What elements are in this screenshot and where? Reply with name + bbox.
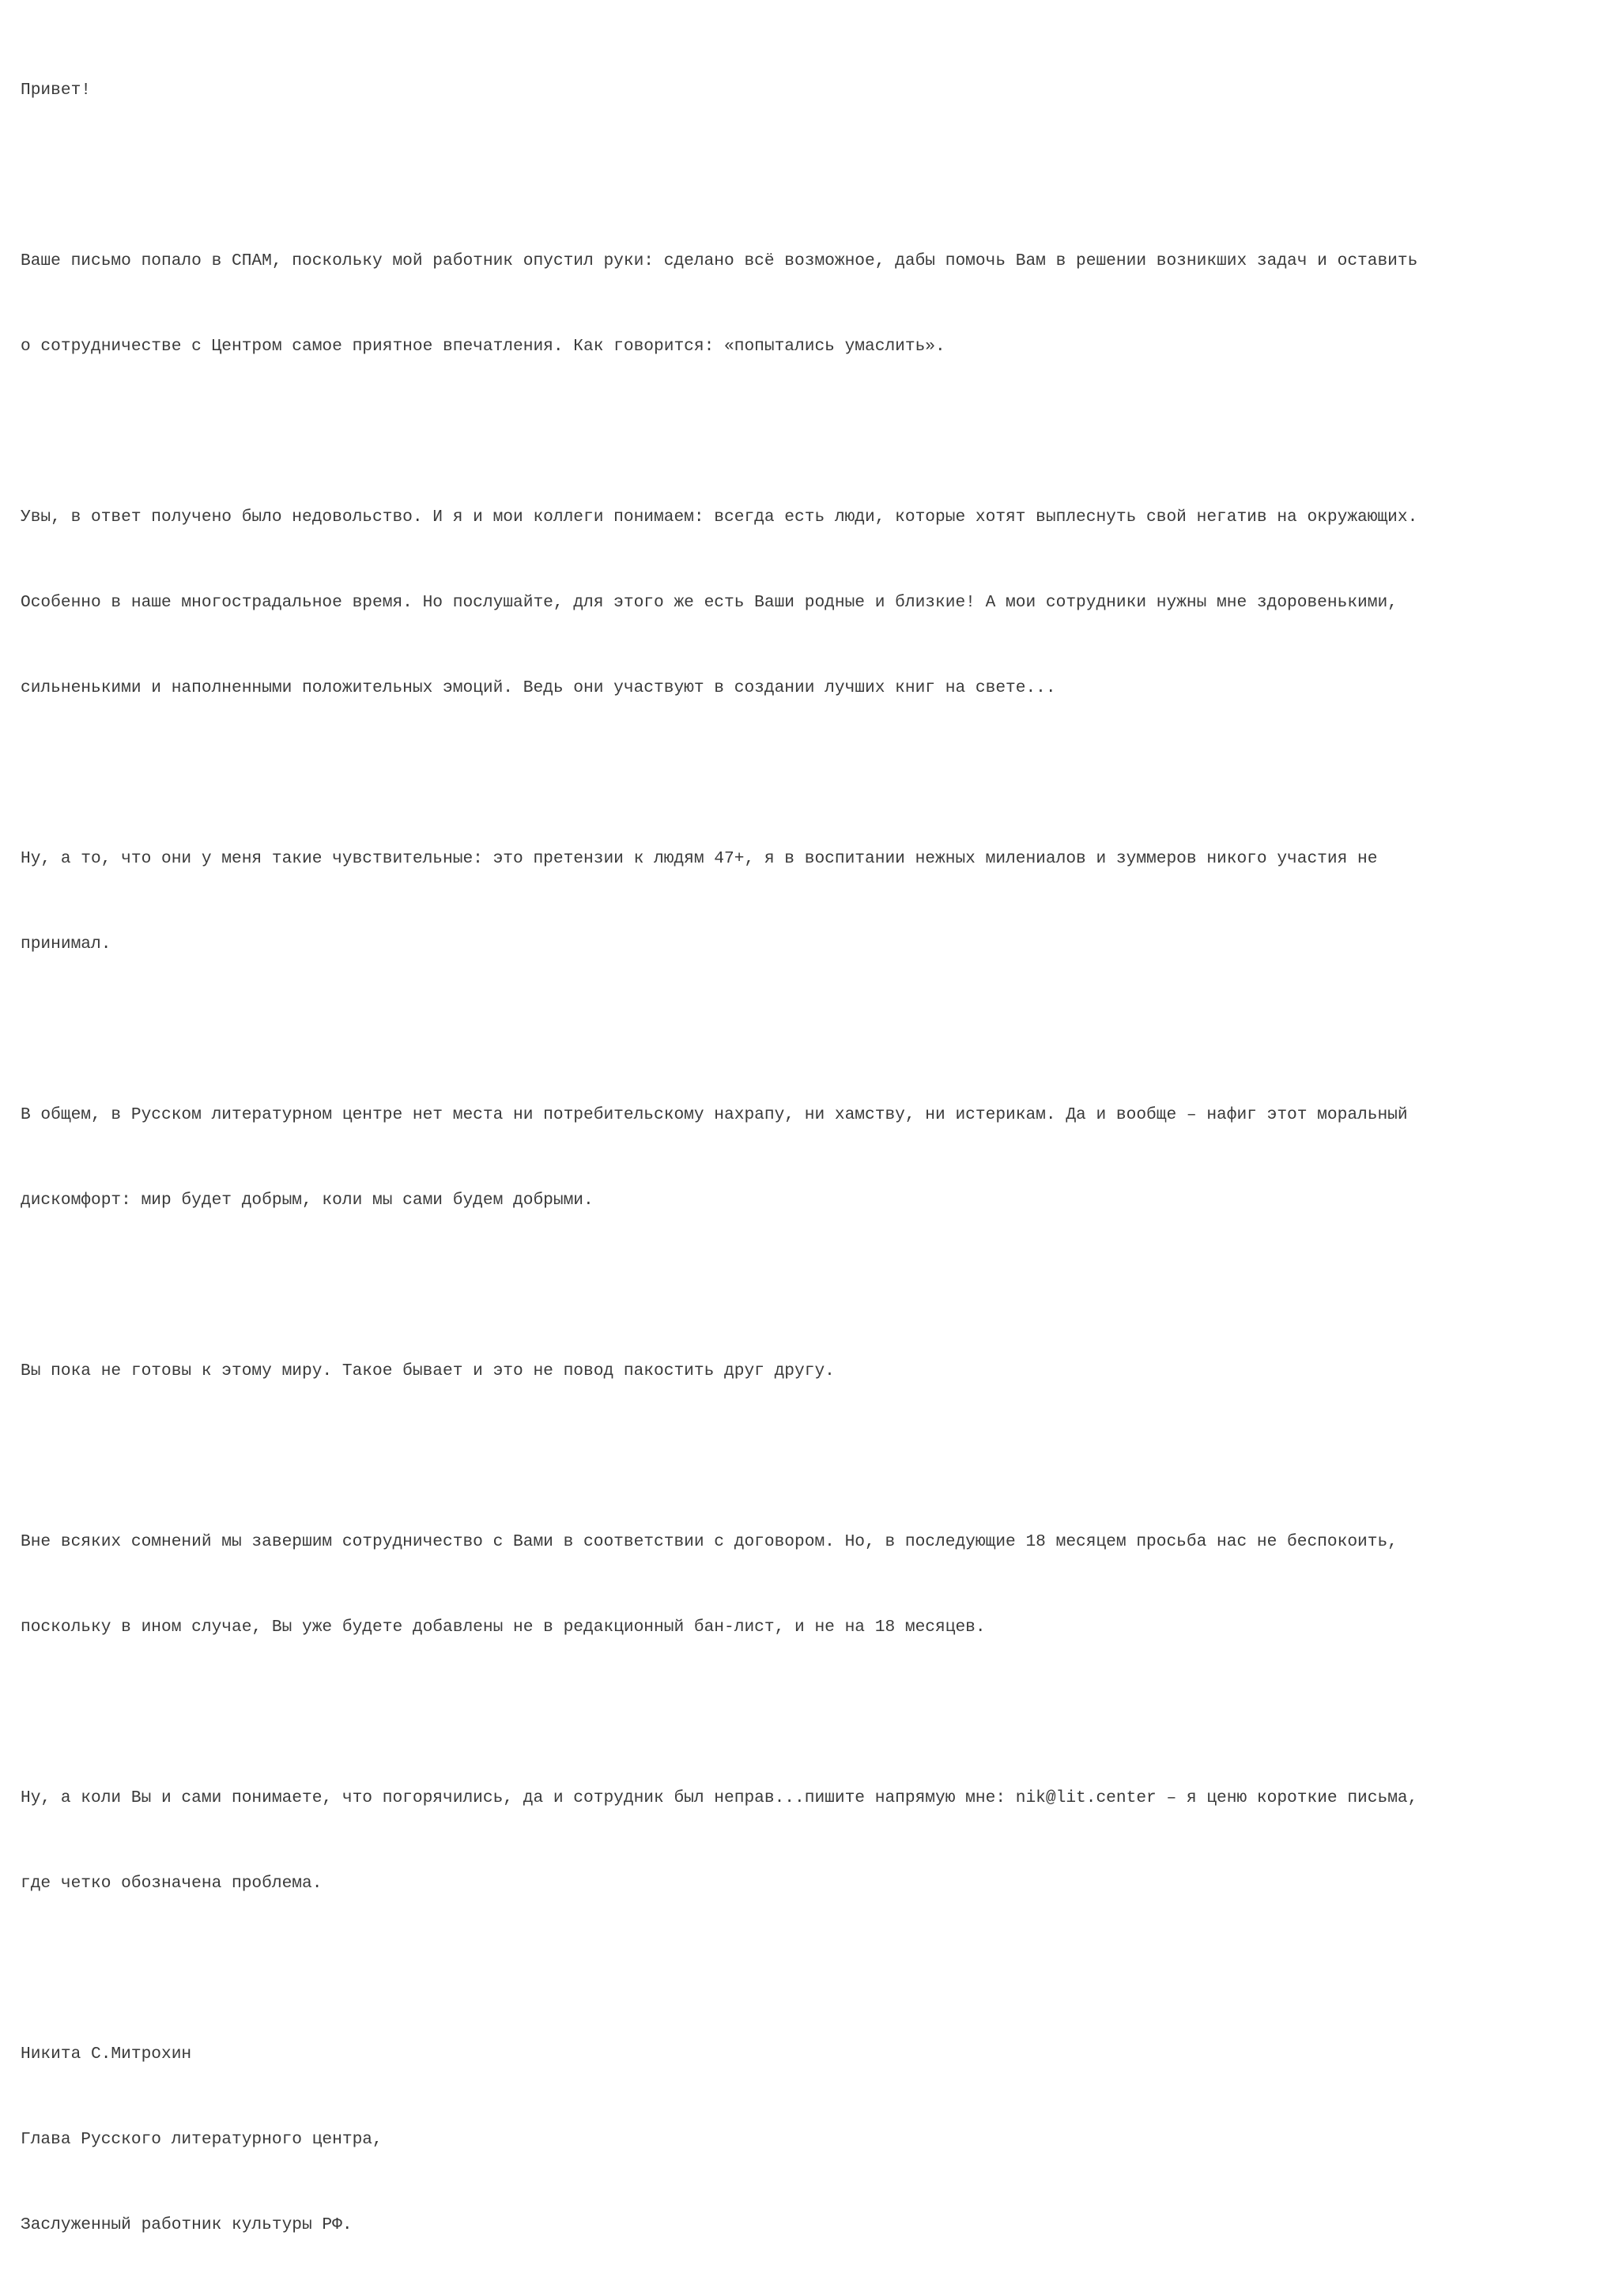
paragraph-spam-notice [21,190,1602,417]
contact-text-before: Ну, а коли Вы и сами понимаете, что погорячились, да и сотрудник был неправ...пишите напрямую мне: [21,1788,1016,1807]
signature-block [21,1983,1602,2296]
text-line: Вы пока не готовы к этому миру. Такое бывает и это не повод пакостить друг другу. [21,1361,835,1380]
paragraph-center-policy [21,1044,1602,1271]
text-line: Особенно в наше многострадальное время. Но послушайте, для этого же есть Ваши родные и близкие! А мои сотрудники нужны мне здоровенькими, [21,593,1398,612]
paragraph-not-ready [21,1300,1602,1442]
letter-body [21,19,1602,2296]
text-line: сильненькими и наполненными положительных эмоций. Ведь они участвуют в создании лучших книг на свете... [21,678,1056,697]
text-line: принимал. [21,935,111,954]
paragraph-contract-end [21,1471,1602,1698]
text-line: поскольку в ином случае, Вы уже будете добавлены не в редакционный бан-лист, и не на 18 месяцев. [21,1618,986,1637]
text-line: где четко обозначена проблема. [21,1874,323,1893]
paragraph-sensitivity [21,787,1602,1015]
text-line: о сотрудничестве с Центром самое приятное впечатления. Как говорится: «попытались умаслить». [21,337,945,356]
signature-name: Никита С.Митрохин [21,2045,192,2064]
signature-honor: Заслуженный работник культуры РФ. [21,2215,353,2234]
paragraph-dissatisfaction [21,446,1602,759]
paragraph-contact [21,1727,1602,1954]
greeting-line: Привет! [21,81,92,100]
signature-title: Глава Русского литературного центра, [21,2130,383,2149]
email-address: nik@lit.center [1015,1788,1157,1807]
text-line: Вне всяких сомнений мы завершим сотрудничество с Вами в соответствии с договором. Но, в последующие 18 месяцем просьба нас не беспокоить, [21,1532,1398,1551]
contact-text-after: – я ценю короткие письма, [1156,1788,1418,1807]
greeting [21,19,1602,161]
text-line [21,1784,1602,1812]
text-line: Увы, в ответ получено было недовольство. И я и мои коллеги понимаем: всегда есть люди, которые хотят выплеснуть свой негатив на окружающих. [21,508,1418,527]
text-line: дискомфорт: мир будет добрым, коли мы сами будем добрыми. [21,1191,594,1210]
text-line: В общем, в Русском литературном центре нет места ни потребительскому нахрапу, ни хамству, ни истерикам. Да и вообще – нафиг этот моральный [21,1105,1408,1124]
text-line: Ну, а то, что они у меня такие чувствительные: это претензии к людям 47+, я в воспитании нежных милениалов и зуммеров никого участия не [21,849,1378,868]
text-line: Ваше письмо попало в СПАМ, поскольку мой работник опустил руки: сделано всё возможное, дабы помочь Вам в решении возникших задач и оставить [21,251,1418,270]
